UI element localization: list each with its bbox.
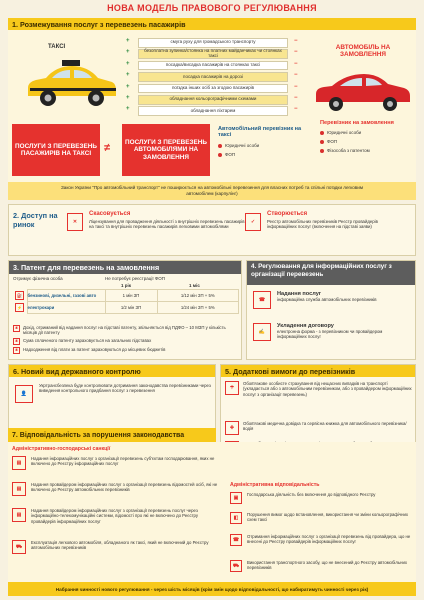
resp-item-text: Порушення вимог щодо встановлення, використання чи зміни кольорографічних схем таксі — [247, 512, 409, 523]
taxi-services-box: ПОСЛУГИ З ПЕРЕВЕЗЕНЬ ПАСАЖИРІВ НА ТАКСІ — [12, 124, 100, 176]
money-icon: ₴ — [13, 347, 20, 354]
admin-item — [12, 456, 222, 482]
carrier-item — [320, 148, 412, 153]
section-3-heading: 3. Патент для перевезень на замовлення — [9, 261, 241, 274]
create-text: Реєстр автомобільних перевізників Реєстр провайдерів інформаційних послуг (включення на підставі заяви) — [267, 219, 378, 230]
s5-item-text: Обов'язкові медична довідка та сервісна книжка для автомобільного перевізника/водія — [243, 421, 407, 432]
cancel-title: Скасовується — [89, 211, 131, 217]
admin-item-text: Експлуатація легкового автомобіля, обладнаного як таксі, який не включений до Реєстру автомобільних перевізників — [31, 540, 209, 551]
note-item — [13, 347, 239, 354]
section-3 — [8, 260, 242, 360]
resp-item-text: Господарська діяльність без включення до відповідного Реєстру — [247, 492, 376, 497]
create-block — [267, 211, 407, 230]
admin-resp-list — [230, 492, 412, 580]
carrier-item-text: ФОП — [327, 139, 338, 145]
s4-item-title: Надання послуг — [277, 291, 322, 297]
plus-icon: + — [126, 94, 130, 101]
minus-icon: − — [294, 83, 298, 90]
section-6-heading: 6. Новий вид державного контролю — [9, 365, 215, 377]
plug-icon: ⚡ — [15, 303, 24, 312]
resp-item-text: Використання транспортного засобу, що не внесений до Реєстру автомобільних перевізників — [247, 560, 408, 571]
section-2 — [8, 204, 416, 256]
note-item — [13, 338, 239, 345]
col-year: 1 рік — [121, 283, 132, 288]
phone-icon: ☎ — [253, 291, 271, 309]
table-row — [13, 302, 239, 314]
section-4-heading: 4. Регулювання для інформаційних послуг з організації перевезень — [247, 261, 415, 285]
plus-icon: + — [126, 106, 130, 113]
auto-label: АВТОМОБІЛЬ НА ЗАМОВЛЕННЯ — [335, 44, 391, 59]
report-icon: ▤ — [12, 482, 26, 496]
minus-icon: − — [294, 38, 298, 44]
palette-icon: ◧ — [230, 512, 242, 524]
feature-item — [138, 84, 288, 94]
taxi-carrier — [218, 126, 304, 157]
s4-item — [253, 291, 413, 309]
feature-list — [138, 38, 288, 118]
month-price: 1/12 мін ЗП + 5% — [157, 290, 239, 302]
section-1-heading: 1. Розмежування послуг з перевезень пасажирів — [8, 18, 416, 30]
money-icon: ₴ — [13, 338, 20, 345]
create-document-icon: ✓ — [245, 213, 261, 231]
red-car-icon — [314, 68, 412, 112]
patent-sub: Отримує фізична особа — [13, 276, 63, 281]
month-price: 1/24 мін ЗП + 5% — [157, 302, 239, 314]
cancel-block — [89, 211, 249, 230]
plus-icon: + — [126, 38, 130, 44]
section-7 — [8, 442, 416, 582]
money-icon: ₴ — [13, 325, 20, 332]
cancel-document-icon: ✕ — [67, 213, 83, 231]
carrier-item-text: Юридичні особи — [327, 130, 362, 136]
admin-item — [12, 540, 222, 566]
table-row — [13, 290, 239, 302]
section-2-heading: 2. Доступ на ринок — [13, 211, 58, 230]
admin-list — [12, 456, 222, 566]
carrier-item — [320, 139, 412, 144]
auto-carrier-title: Перевізник на замовлення — [320, 120, 394, 126]
minus-icon: − — [294, 60, 298, 67]
bullet-icon — [320, 149, 324, 153]
admin-item — [12, 482, 222, 508]
minus-icon: − — [294, 106, 298, 113]
auto-services-box: ПОСЛУГИ З ПЕРЕВЕЗЕНЬ АВТОМОБІЛЯМИ НА ЗАМОВЛЕННЯ — [122, 124, 210, 176]
note-text: Сума сплаченого патенту зараховується на загальних підставах — [23, 337, 152, 343]
briefcase-icon: ▣ — [230, 492, 242, 504]
s4-item — [253, 323, 413, 341]
admin-title: Адміністративно-господарські санкції — [12, 446, 111, 452]
note-text: Дохід, отриманий від надання послуг на підставі патенту, звільняється від ПДФО – 10 МЗП у кількість місяців дії патенту — [23, 325, 226, 336]
feature-text: поїздка інших осіб за згодою пасажирів — [172, 85, 254, 90]
feature-item — [138, 61, 288, 71]
phone-icon: ☎ — [230, 534, 242, 546]
resp-item — [230, 512, 412, 534]
bullet-icon — [218, 144, 222, 148]
carrier-item-text: Фізособа з патентом — [327, 148, 370, 154]
s4-item-content — [277, 323, 413, 340]
feature-text: обладнання кольорографічними схемами — [169, 96, 257, 102]
patent-sub2: Не потребує реєстрації ФОП — [105, 276, 165, 281]
resp-item — [230, 492, 412, 512]
admin-item-text: Надання інформаційних послуг з організації перевезень суб'єктам господарювання, яких не включено до Реєстру інформаційних послуг — [31, 456, 215, 467]
section-6 — [8, 364, 216, 434]
section-7-heading: 7. Відповідальність за порушення законодавства — [8, 428, 216, 442]
feature-text: посадка/висадка пасажирів на стоянках таксі — [165, 62, 261, 68]
report-icon: ▤ — [12, 508, 26, 522]
not-equal-icon: ≠ — [104, 142, 111, 154]
bullet-icon — [218, 153, 222, 157]
taxi-carrier-title: Автомобільний перевізник на таксі — [218, 126, 302, 139]
taxi-markers — [126, 38, 136, 118]
fuel-type: бензинові, дизельні, газові авто — [27, 290, 105, 302]
bullet-icon — [320, 140, 324, 144]
s4-item-text: інформаційна служба автомобільних перевізників — [277, 297, 377, 302]
section-4 — [246, 260, 416, 360]
s5-item — [225, 381, 413, 397]
feature-item — [138, 95, 288, 105]
fuel-cell-icon — [13, 290, 27, 302]
feature-item — [138, 49, 288, 59]
year-price: 1/2 мін ЗП — [105, 302, 157, 314]
law-note: Закон України "Про автомобільний транспорт" не поширюється на автомобільні перевезення для власних потреб та спільні поїздки легковим автомобілем (карпулінг) — [8, 182, 416, 200]
note-text: Надходження від плати за патент зараховуються до місцевих бюджетів — [23, 346, 166, 352]
section-1 — [8, 30, 416, 182]
bullet-icon — [320, 131, 324, 135]
taxi-car-icon — [26, 60, 118, 108]
admin-item-text: Надання провайдером інформаційних послуг з організації перевезень відомостей осіб, які не включено до Реєстру автомобільних перевізників — [31, 482, 218, 493]
s4-item-content — [277, 291, 377, 302]
auto-carrier — [320, 120, 412, 153]
taxi-icon: ⛟ — [12, 540, 26, 554]
auto-markers — [294, 38, 304, 118]
feature-item — [138, 72, 288, 82]
feature-text: посадка пасажирів на дорозі — [183, 73, 243, 79]
page-title: НОВА МОДЕЛЬ ПРАВОВОГО РЕГУЛЮВАННЯ — [107, 3, 317, 13]
admin-resp-title: Адміністративна відповідальність — [230, 482, 320, 488]
s5-item-text: Обов'язкове особисте страхування від нещасних випадків на транспорті (укладається або з автомобільним перевізником, або з провайдером інформаційних послуг з організації перевезень) — [243, 381, 412, 397]
report-icon: ▤ — [12, 456, 26, 470]
resp-item — [230, 534, 412, 560]
year-price: 1 мін ЗП — [105, 290, 157, 302]
col-month: 1 міс — [189, 283, 200, 288]
bottom-note: Набрання чинності нового регулювання - через шість місяців (крім змін щодо відповідальності, що набиратимуть чинності через рік) — [8, 582, 416, 596]
plus-icon: + — [126, 49, 130, 56]
medical-icon: ✚ — [225, 421, 239, 435]
feature-item — [138, 106, 288, 116]
note-item — [13, 325, 239, 336]
feature-text: смуга руху для громадського транспорту — [170, 39, 256, 45]
patent-notes — [13, 325, 239, 354]
admin-item-text: Надання провайдером інформаційних послуг з організації перевезень послуг через інформаційно-телекомунікаційні системи, відомості про які не включено до Реєстру провайдерів інформаційних послуг — [31, 508, 199, 524]
resp-item — [230, 560, 412, 580]
inspector-icon: 👤 — [15, 385, 33, 403]
s6-text: Укртрансбезпека буде контролювати дотримання законодавства перевізниками через виведення контрольного придбання послуг з перевезення — [39, 383, 211, 394]
fuel-type: електрокари — [27, 302, 105, 314]
insurance-icon: ☂ — [225, 381, 239, 395]
resp-item-text: Отримання інформаційних послуг з організації перевезень від провайдера, що не внесені до Реєстру провайдерів інформаційних послуг — [247, 534, 411, 545]
minus-icon: − — [294, 72, 298, 79]
feature-text: обладнання ліхтарем — [190, 107, 236, 113]
section-5-heading: 5. Додаткові вимоги до перевізників — [221, 365, 415, 377]
minus-icon: − — [294, 94, 298, 101]
carrier-item — [218, 152, 304, 157]
cancel-text: Ліцензування для провадження діяльності з внутрішніх перевезень пасажирів на таксі та внутрішніх перевезень пасажирів легковими автомобілями — [89, 219, 245, 230]
carrier-item — [320, 130, 412, 135]
s5-item — [225, 421, 413, 435]
minus-icon: − — [294, 49, 298, 56]
car-icon: ⛟ — [230, 560, 242, 572]
s4-item-title: Укладення договору — [277, 323, 334, 329]
admin-item — [12, 508, 222, 540]
fuel-icon: ⛽ — [15, 291, 24, 300]
fuel-cell-icon — [13, 302, 27, 314]
plus-icon: + — [126, 72, 130, 79]
feature-item — [138, 38, 288, 48]
carrier-item — [218, 143, 304, 148]
feature-text: безоплатна зупинка/стоянка на платних майданчиках чи стоянках таксі — [144, 48, 282, 59]
taxi-label: ТАКСІ — [48, 44, 66, 50]
contract-icon: ✍ — [253, 323, 271, 341]
plus-icon: + — [126, 60, 130, 67]
plus-icon: + — [126, 83, 130, 90]
s4-item-text: електронна форма - з перевізником чи провайдером інформаційних послуг — [277, 329, 383, 340]
carrier-item-text: ФОП — [225, 151, 236, 157]
patent-table — [13, 289, 239, 314]
create-title: Створюється — [267, 211, 308, 217]
carrier-item-text: Юридичні особи — [225, 142, 260, 148]
